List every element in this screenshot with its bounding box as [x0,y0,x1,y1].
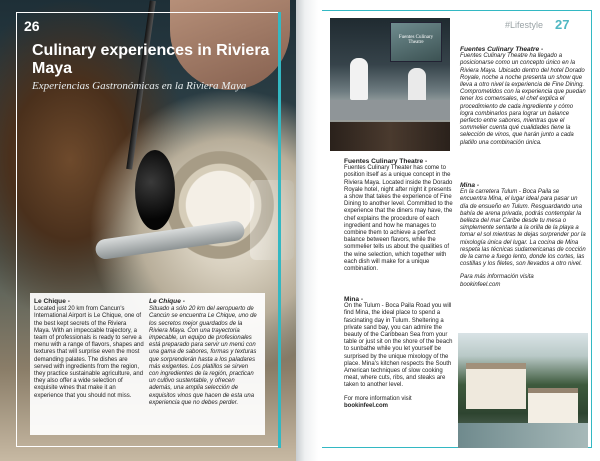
fuentes-body-es: Fuentes Culinary Theatre ha llegado a posicionarse como un concepto único en la Riviera Maya. Ubicado dentro del hotel Dorado Royale, noche a noche presenta un show que lleva a otro nivel la experiencia de Fine Dining. Comprometidos con la experiencia que puedan tener los comensales, el chef explica el procedimiento de cada ingrediente y cómo logra combinarlos para lograr un balance perfecto entre sabores, mientras que el sommelier cuenta qué cualidades tiene la selección de vinos, que harán junto a cada platillo una combinación única. [460,53,586,146]
sea-water [458,423,588,448]
le-chique-body-es: Situado a sólo 20 km del aeropuerto de Cancún se encuentra Le Chique, uno de los secretos mejor guardados de la Riviera Maya. Con una trayectoria impecable, un equipo de profesionales está preparado para servir un menú con una gama de sabores, formas y texturas que sorprenderán hasta a los paladares más exigentes. Los platillos se sirven con ingredientes de la región, practican un cultivo sustentable, y ofrecen además, una amplia selección de exquisitos vinos que hacen de esta una experiencia que no debes perder. [149,306,257,406]
mina-body-es: En la carretera Tulum - Boca Paila se encuentra Mina, el lugar ideal para pasar un día de ensueño en Tulum. Resguardando una bahía de arena privada, podrás contemplar la belleza del mar Caribe desde tu mesa o simplemente sentarte a la orilla de la playa a tomar el sol mientras te dejas sorprender por la mixología única del lugar. La cocina de Mina respeta las técnicas sudamericanas de cocción de la carne a fuego lento, donde los cortes, las costillas y los filetes, son llevados a otro nivel. [460,189,586,268]
guests-silhouettes [330,122,450,151]
mina-beach-photo [458,333,588,448]
le-chique-heading-en: Le Chique - [34,298,70,305]
page-gutter [296,0,318,461]
beach-building [466,363,526,409]
left-accent-bar [278,12,284,448]
right-page [318,0,600,461]
left-page [0,0,296,461]
mina-body-en: On the Tulum - Boca Paila Road you will find Mina, the ideal place to spend a fascinating day in Tulum. Sheltering a private sand bay, you can admire the beauty of the Caribbean Sea from your table or just sit on the shore of the beach to sunbathe while you let yourself be surprised by the unique mixology of the place. Mina's kitchen respects the South American techniques of slow cooking meat, where cuts, ribs, and steaks are taken to another level. [344,303,453,389]
kitchen-counter [330,100,450,120]
chef-figure [350,58,368,100]
fuentes-body-en: Fuentes Culinary Theater has come to position itself as a unique concept in the Riviera Maya. Located inside the Dorado Royale hotel, night after night it presents a show that takes the experience of Fine Dining to another level. Committed to the experience that the diners may have, the chef explains the procedure of each ingredient and how he manages to combine them to achieve a perfect balance between flavors, while the sommelier tells us about the qualities of the wine selection, which together with each dish will make for a unique combination. [344,165,453,273]
le-chique-spanish [149,298,259,407]
beach-building-2 [528,388,578,425]
website-link-es[interactable]: bookinfeel.com [460,281,501,288]
mina-heading-en: Mina - [344,296,364,303]
mina-more-info-en [344,396,454,410]
fuentes-heading-en: Fuentes Culinary Theatre - [344,158,428,165]
le-chique-body-en: Located just 20 km from Cancun's International Airport is Le Chique, one of the best kept secrets of the Riviera Maya. With an impeccable trajectory, a team of professionals is ready to serve a menu with a range of flavors, shapes and textures that will surprise even the most demanding palates. The dishes are served with ingredients from the region, they practice sustainable agriculture, and they also offer a wide selection of exquisite wines that make it an experience that you should not miss. [34,306,144,399]
culinary-theatre-photo [330,18,450,151]
page-number-left: 26 [24,18,40,34]
website-link-en[interactable]: bookinfeel.com [344,402,389,409]
le-chique-textbox [30,293,265,435]
fuentes-heading-es: Fuentes Culinary Theatre - [460,46,544,53]
section-label: #Lifestyle [505,20,544,30]
page-number-right: 27 [555,17,570,32]
article-title: Culinary experiences in Riviera Maya [32,42,270,77]
fuentes-spanish [460,46,586,147]
mina-more-info-es [460,274,586,288]
theatre-sign [390,22,442,62]
article-subtitle: Experiencias Gastronómicas en la Riviera Maya [32,80,247,92]
mina-english [344,296,454,410]
theatre-sign-text: Fuentes Culinary Theatre [398,35,434,45]
more-info-label-en: For more information visit [344,395,412,402]
fuentes-english [344,158,454,273]
le-chique-english [34,298,144,400]
mina-spanish [460,182,586,289]
le-chique-heading-es: Le Chique - [149,298,185,305]
mina-heading-es: Mina - [460,182,480,189]
more-info-label-es: Para más información visita [460,274,534,281]
